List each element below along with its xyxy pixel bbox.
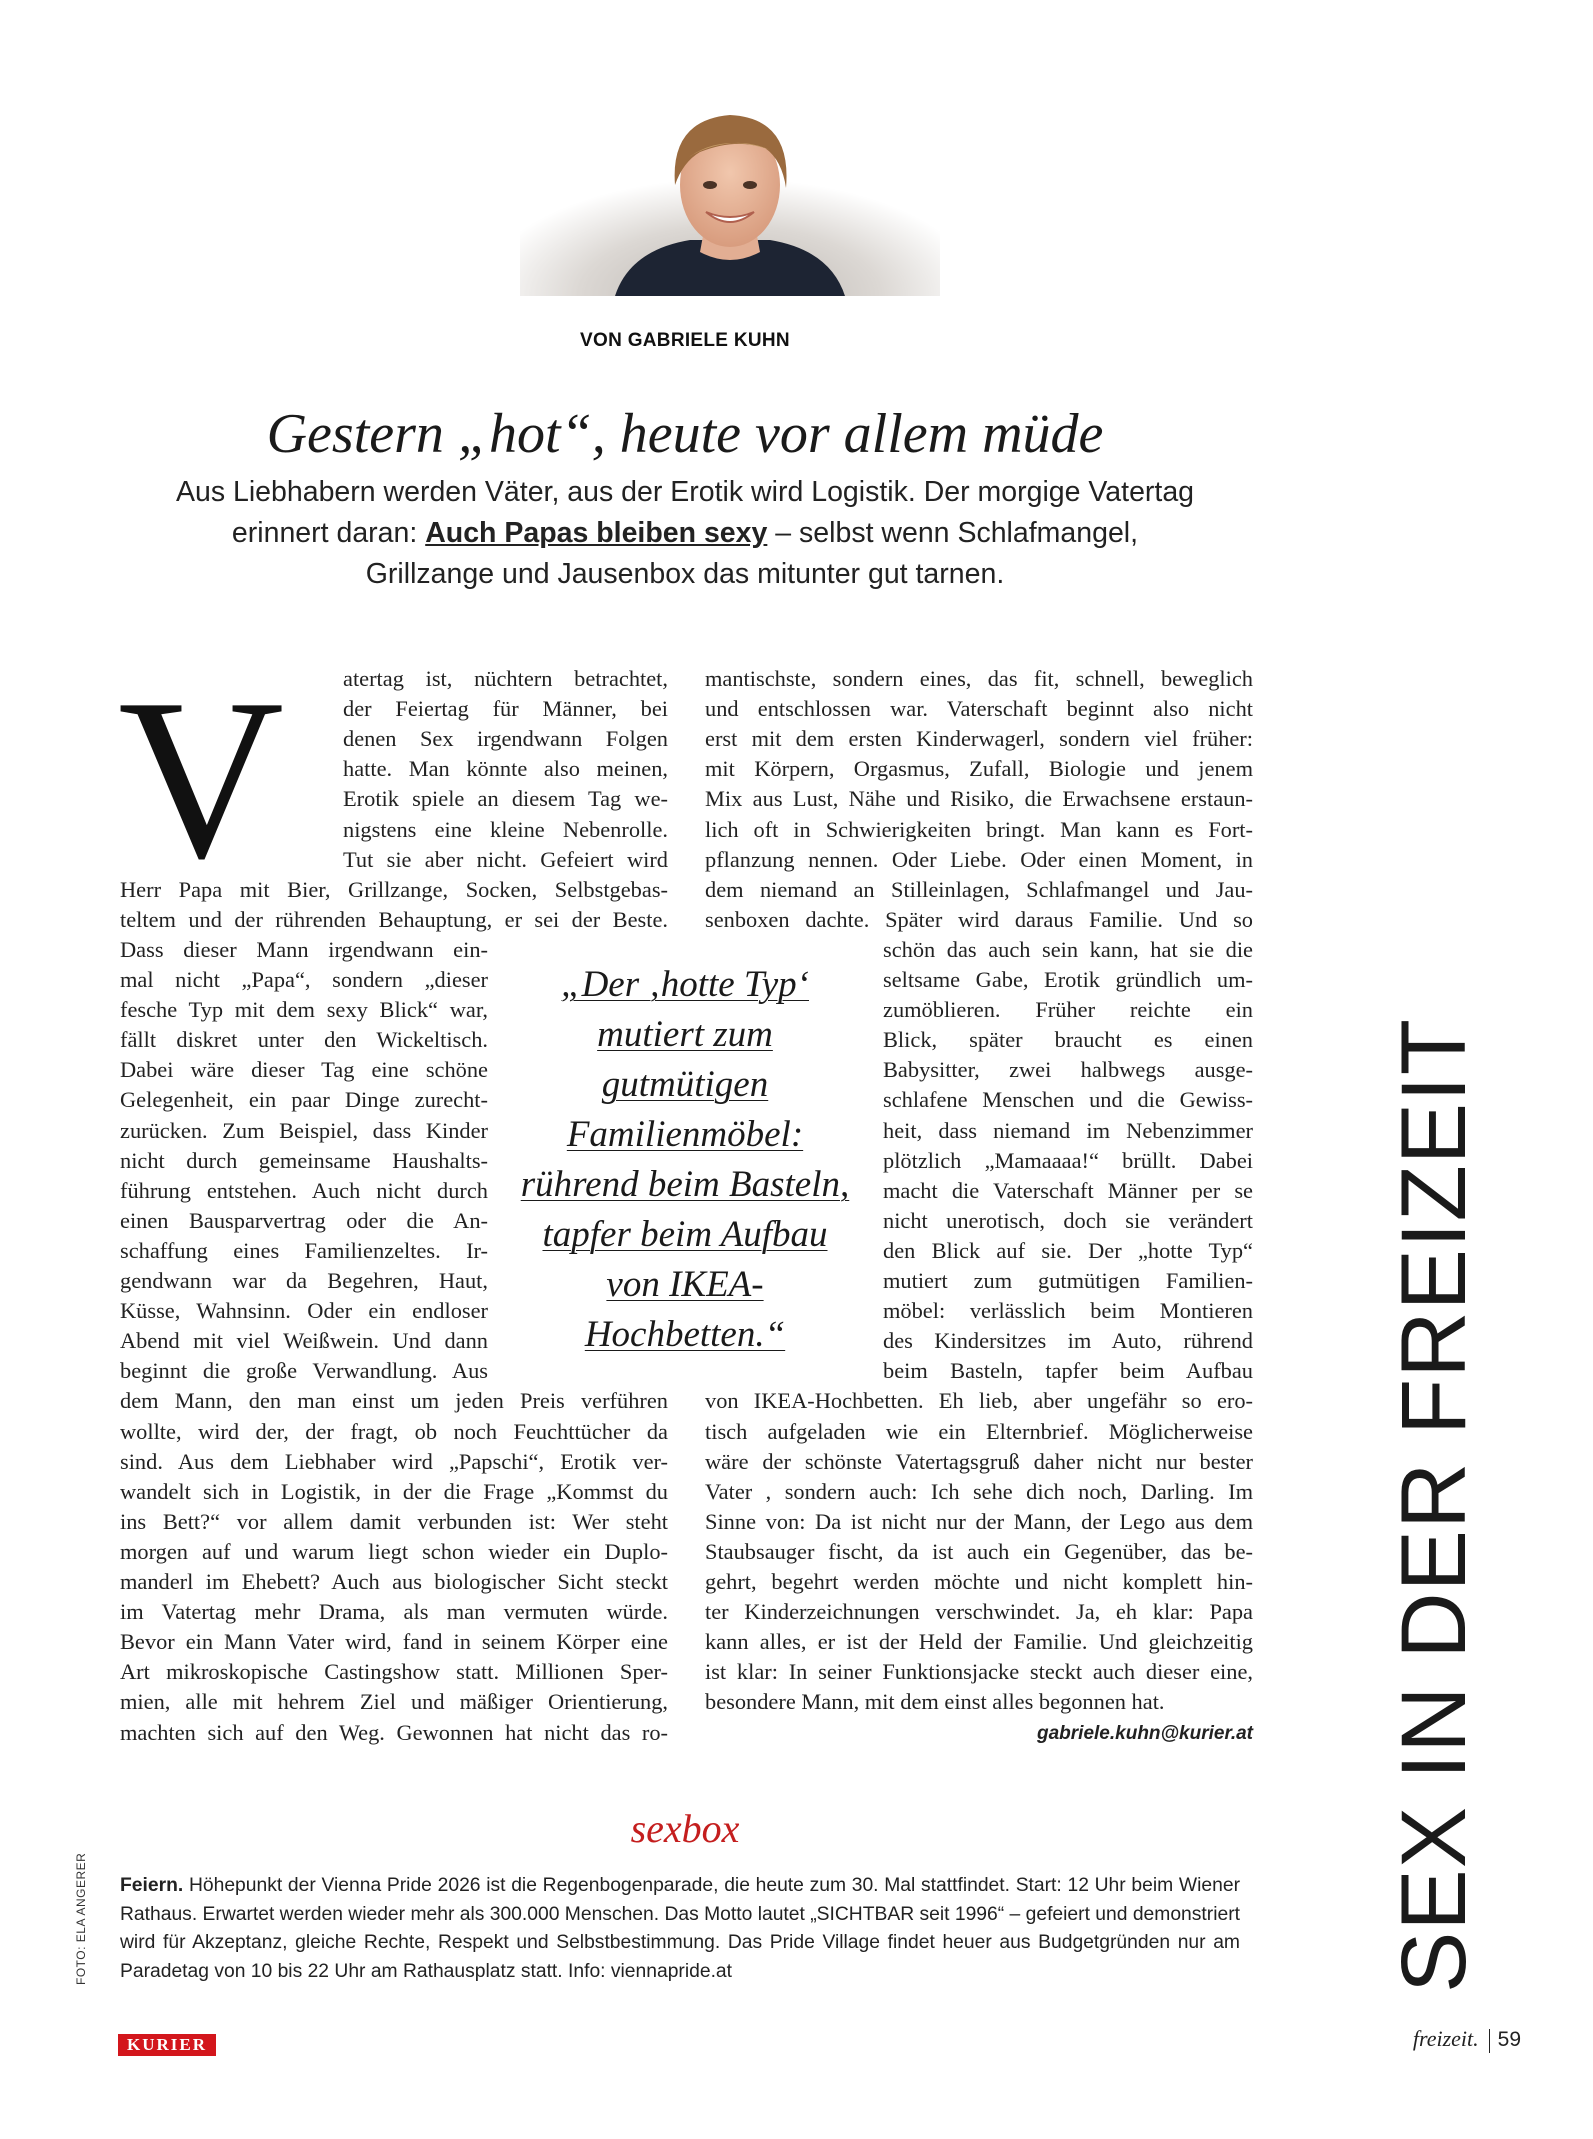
subhead-text-start: Aus Liebhabern werden Väter, aus der Erotik wird Logistik. Der morgige Vatertag erinnert daran:: [175, 476, 1195, 549]
drop-cap: V: [118, 651, 285, 906]
article-line: wollte, wird der, der fragt, ob noch Feuchttücher da: [120, 1418, 668, 1444]
article-line: denen Sex irgendwann Folgen: [343, 726, 668, 752]
article-line: Mix aus Lust, Nähe und Risiko, die Erwachsene erstaun-: [705, 786, 1253, 812]
article-line: Abend mit viel Weißwein. Und dann: [120, 1328, 488, 1354]
article-line: schlafene Menschen und die Gewiss-: [883, 1087, 1253, 1113]
article-line: dem niemand an Stilleinlagen, Schlafmangel und Jau-: [705, 876, 1253, 902]
article-line: Art mikroskopische Castingshow statt. Millionen Sper-: [120, 1659, 668, 1685]
article-line: gendwann war da Begehren, Haut,: [120, 1268, 488, 1293]
photo-credit: FOTO: ELA ANGERER: [74, 1852, 88, 1985]
article-line: heit, dass niemand im Nebenzimmer: [883, 1117, 1253, 1143]
article-line: nigstens eine kleine Nebenrolle.: [343, 816, 668, 842]
sexbox-lead: Feiern.: [120, 1875, 184, 1896]
article-line: morgen auf und warum liegt schon wieder ein Duplo-: [120, 1538, 668, 1564]
article-line: machten sich auf den Weg. Gewonnen hat nicht das ro-: [120, 1719, 668, 1745]
article-line: mantischste, sondern eines, das fit, schnell, beweglich: [705, 666, 1253, 691]
section-label-wrap: [1378, 843, 1498, 1993]
headline: Gestern „hot“, heute vor allem müde: [266, 403, 1104, 465]
page-footer: [1413, 2026, 1521, 2053]
article-line: ins Bett?“ vor allem damit verbunden ist: Wer steht: [120, 1508, 668, 1534]
article-line: mien, alle mit hehrem Ziel und mäßiger Orientierung,: [120, 1689, 668, 1715]
article-line: der Feiertag für Männer, bei: [343, 696, 668, 722]
footer-section: freizeit.: [1412, 2026, 1479, 2051]
author-portrait: [520, 100, 940, 296]
subhead-highlight: Auch Papas bleiben sexy: [425, 517, 768, 549]
page-number: 59: [1497, 2028, 1521, 2051]
article-line: ist klar: In seiner Funktionsjacke steckt auch dieser eine,: [705, 1659, 1253, 1685]
article-line: mutiert zum gutmütigen Familien-: [883, 1268, 1253, 1293]
article-line: im Vatertag mehr Drama, als man vermuten würde.: [120, 1599, 668, 1625]
article-line: fesche Typ mit dem sexy Blick“ war,: [120, 997, 488, 1023]
sexbox-title: sexbox: [630, 1806, 740, 1851]
article-line: macht die Vaterschaft Männer per se: [883, 1177, 1253, 1203]
article-line: teltem und der rührenden Behauptung, er sei der Beste.: [120, 906, 668, 932]
article-line: schaffung eines Familienzeltes. Ir-: [120, 1237, 488, 1263]
article-line: führung entstehen. Auch nicht durch: [120, 1177, 488, 1203]
subheadline: [170, 472, 1200, 595]
article-line: Staubsauger fischt, da ist auch ein Gegenüber, das be-: [705, 1538, 1253, 1564]
article-line: gehrt, begehrt werden möchte und nicht komplett hin-: [705, 1569, 1253, 1594]
article-line: erst mit dem ersten Kinderwagerl, sondern viel früher:: [705, 726, 1253, 752]
article-line: kann alles, er ist der Held der Familie. Und gleichzeitig: [705, 1629, 1253, 1655]
article-line: manderl im Ehebett? Auch aus biologischer Sicht steckt: [120, 1569, 668, 1594]
article-line: wäre der schönste Vatertagsgruß daher nicht nur bester: [705, 1448, 1253, 1474]
article-line: fällt diskret unter den Wickeltisch.: [120, 1027, 488, 1053]
section-label-vertical: SEX IN DER FREIZEIT: [1383, 1018, 1485, 1993]
sexbox-text: Höhepunkt der Vienna Pride 2026 ist die Regenbogenparade, die heute zum 30. Mal stattfindet. Start: 12 Uhr beim Wiener Rathaus. Erwartet werden wieder mehr als 300.000 Menschen. Das Motto lautet „SICHTBAR seit 1996“ – gefeiert und demonstriert wird für Akzeptanz, gleiche Rechte, Respekt und Selbstbestimmung. Das Pride Village findet heuer aus Budgetgründen nur am Paradetag von 10 bis 22 Uhr am Rathausplatz statt. Info: viennapride.at: [120, 1875, 1240, 1982]
article-line: Babysitter, zwei halbwegs ausge-: [883, 1057, 1253, 1083]
article-line: beim Basteln, tapfer beim Aufbau: [883, 1358, 1253, 1384]
article-line: des Kindersitzes im Auto, rührend: [883, 1328, 1253, 1354]
article-line: hatte. Man könnte also meinen,: [343, 756, 668, 782]
subhead-text-end: – selbst wenn Schlafmangel, Grillzange und Jausenbox das mitunter gut tarnen.: [365, 517, 1139, 590]
article-line: zurücken. Zum Beispiel, dass Kinder: [120, 1117, 488, 1143]
article-line: mit Körpern, Orgasmus, Zufall, Biologie und jenem: [705, 756, 1253, 782]
article-line: besondere Mann, mit dem einst alles begonnen hat.: [705, 1689, 1165, 1715]
article-line: Tut sie aber nicht. Gefeiert wird: [343, 846, 668, 872]
kurier-logo: KURIER: [118, 2034, 216, 2056]
article-line: von IKEA-Hochbetten. Eh lieb, aber ungefähr so ero-: [705, 1388, 1253, 1414]
article-line: senboxen dachte. Später wird daraus Familie. Und so: [705, 906, 1253, 932]
author-email[interactable]: gabriele.kuhn@kurier.at: [1037, 1723, 1253, 1744]
article-line: zumöblieren. Früher reichte ein: [883, 997, 1253, 1023]
article-line: mal nicht „Papa“, sondern „dieser: [120, 967, 488, 992]
sexbox-body: [120, 1872, 1240, 1986]
article-line: Blick, später braucht es einen: [883, 1027, 1253, 1053]
article-line: den Blick auf sie. Der „hotte Typ“: [883, 1237, 1253, 1263]
article-line: Sinne von: Da ist nicht nur der Mann, der Lego aus dem: [705, 1508, 1253, 1534]
article-line: einen Bausparvertrag oder die An-: [120, 1207, 488, 1233]
article-line: sind. Aus dem Liebhaber wird „Papschi“, Erotik ver-: [120, 1448, 668, 1474]
article-line: wandelt sich in Logistik, in der die Frage „Kommst du: [120, 1478, 668, 1504]
article-line: möbel: verlässlich beim Montieren: [883, 1298, 1253, 1324]
footer-divider: [1489, 2029, 1490, 2053]
article-line: und entschlossen war. Vaterschaft beginnt also nicht: [705, 696, 1253, 722]
article-line: Herr Papa mit Bier, Grillzange, Socken, Selbstgebas-: [120, 876, 668, 902]
article-line: Dabei wäre dieser Tag eine schöne: [120, 1057, 488, 1083]
article-line: ter Kinderzeichnungen verschwindet. Ja, eh klar: Papa: [705, 1599, 1253, 1625]
article-line: tisch aufgeladen wie ein Elternbrief. Möglicherweise: [705, 1418, 1253, 1444]
article-line: dem Mann, den man einst um jeden Preis verführen: [120, 1388, 668, 1414]
article-line: Küsse, Wahnsinn. Oder ein endloser: [120, 1298, 488, 1324]
article-line: Erotik spiele an diesem Tag we-: [343, 786, 668, 812]
article-line: plötzlich „Mamaaaa!“ brüllt. Dabei: [883, 1147, 1253, 1173]
article-line: beginnt die große Verwandlung. Aus: [120, 1358, 488, 1384]
article-line: Bevor ein Mann Vater wird, fand in seinem Körper eine: [120, 1629, 668, 1655]
article-line: Gelegenheit, ein paar Dinge zurecht-: [120, 1087, 488, 1113]
article-line: Vater , sondern auch: Ich sehe dich noch, Darling. Im: [705, 1478, 1253, 1504]
pull-quote: „Der ‚hotte Typ‘ mutiert zum gutmütigen Familienmöbel: rührend beim Basteln, tapfer beim Aufbau von IKEA-Hochbetten.“: [520, 964, 850, 1355]
byline: VON GABRIELE KUHN: [580, 330, 790, 351]
article-line: schön das auch sein kann, hat sie die: [883, 936, 1253, 962]
article-line: lich oft in Schwierigkeiten bringt. Man kann es Fort-: [705, 816, 1253, 842]
article-line: seltsame Gabe, Erotik gründlich um-: [883, 967, 1253, 992]
article-line: nicht durch gemeinsame Haushalts-: [120, 1147, 488, 1173]
article-line: nicht unerotisch, doch sie verändert: [883, 1207, 1253, 1233]
article-line: Dass dieser Mann irgendwann ein-: [120, 936, 488, 962]
article-line: pflanzung nennen. Oder Liebe. Oder einen Moment, in: [705, 846, 1253, 872]
article-line: atertag ist, nüchtern betrachtet,: [343, 666, 668, 691]
